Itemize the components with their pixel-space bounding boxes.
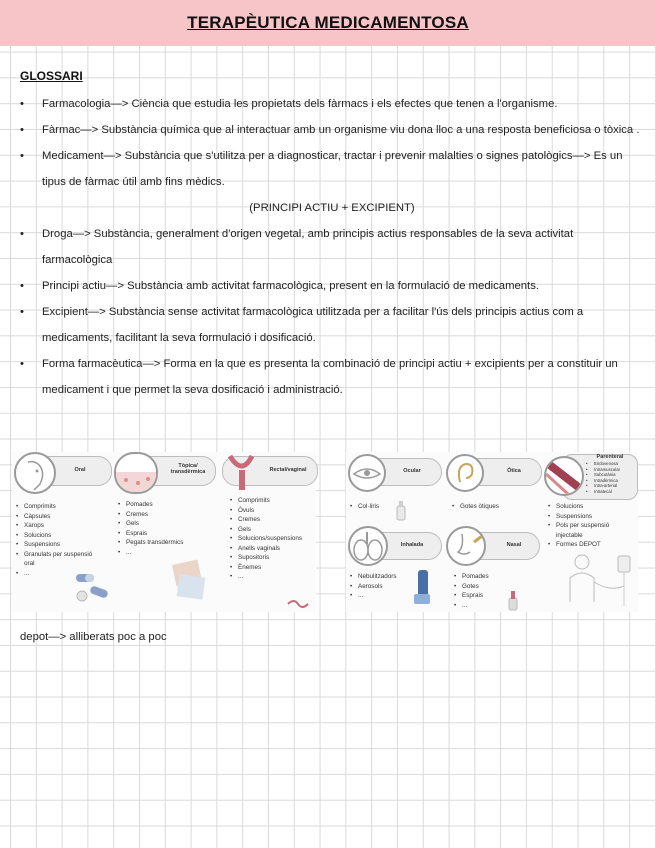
list-item: • ... (454, 601, 514, 611)
lungs-icon (348, 526, 388, 566)
page-title: TERAPÈUTICA MEDICAMENTOSA (187, 13, 469, 32)
nasal-spray-icon (506, 590, 520, 612)
route-oral-list (16, 502, 96, 578)
glossary-heading: GLOSSARI (20, 69, 83, 83)
route-oral (12, 452, 112, 612)
face-icon (14, 452, 56, 494)
glossary-item: • Farmacologia—> Ciència que estudia les propietats dels fàrmacs i els efectes que tenen a l'organisme. (20, 91, 644, 117)
route-label: Nasal (506, 542, 522, 548)
list-item: • Cremes (118, 510, 214, 520)
glossary-list (20, 91, 644, 403)
route-label: Rectal/vaginal (269, 467, 307, 473)
list-item: • Gotes òtiques (452, 502, 540, 512)
list-item: • Solucions (16, 531, 96, 541)
list-item: • Subcutània (586, 472, 636, 478)
glossary-item: • Excipient—> Substància sense activitat farmacològica utilitzada per a facilitar l'ús dels principis actius com a medicaments, facilitant la seva formulació i dosificació. (20, 299, 644, 351)
pelvis-icon (222, 452, 262, 492)
route-rectal-vaginal (216, 452, 316, 612)
title-bar (0, 0, 656, 46)
list-item: • Cremes (230, 515, 316, 525)
patches-icon (170, 556, 210, 602)
list-item: • Pomades (118, 500, 214, 510)
list-item: • Endovenosa (586, 461, 636, 467)
list-item: • Col·liris (350, 502, 410, 512)
route-label: Ocular (403, 468, 421, 474)
list-item: • Intramuscular (586, 467, 636, 473)
route-otica-list (452, 502, 540, 512)
iv-patient-icon (560, 552, 636, 608)
list-item: • Esprais (118, 529, 214, 539)
injection-icon (544, 456, 584, 496)
list-item: • Intra-arterial (586, 483, 636, 489)
glossary-item: • Droga—> Substància, generalment d'origen vegetal, amb principis actius responsables de la seva activitat farmacològica (20, 221, 644, 273)
list-item: • Esprais (454, 591, 514, 601)
list-item: • Formes DEPOT (548, 540, 636, 550)
list-item: • Anells vaginals (230, 544, 316, 554)
list-item: • Suspensions (548, 512, 636, 522)
list-item: • Granulats per suspensió oral (16, 550, 96, 569)
route-label: Parenteral (596, 454, 624, 460)
glossary-item: • Principi actiu—> Substància amb activitat farmacològica, present en la formulació de medicaments. (20, 273, 644, 299)
list-item: • Supositoris (230, 553, 316, 563)
route-label: Oral (74, 467, 86, 473)
suppository-icon (286, 598, 312, 610)
route-nasal-list (454, 572, 514, 610)
list-item: • Gotes (454, 582, 514, 592)
depot-note: depot—> alliberats poc a poc (20, 631, 167, 643)
route-otica (444, 452, 542, 532)
capsules-icon (74, 570, 114, 606)
route-label: Tòpica/ transdèrmica (170, 463, 206, 475)
list-item: • Gels (118, 519, 214, 529)
route-ocular (346, 452, 444, 532)
list-item: • ... (118, 548, 214, 558)
list-item: • Aerosols (350, 582, 420, 592)
route-parenteral (542, 452, 638, 612)
list-item: • Comprimits (230, 496, 316, 506)
route-nasal (444, 524, 542, 612)
list-item: • ... (230, 572, 316, 582)
route-topical-list (118, 500, 214, 557)
list-item: • Pols per suspensió injectable (548, 521, 636, 540)
list-item: • Gels (230, 525, 316, 535)
formula-note: (PRINCIPI ACTIU + EXCIPIENT) (249, 202, 415, 214)
list-item: • Solucions/suspensions (230, 534, 316, 544)
list-item: • ... (16, 569, 96, 579)
route-rectal-list (230, 496, 316, 582)
list-item: • Suspensions (16, 540, 96, 550)
skin-icon (114, 452, 158, 494)
route-topical (112, 452, 216, 612)
ear-icon (446, 454, 484, 492)
glossary-item: • Forma farmacèutica—> Forma en la que es presenta la combinació de principi actiu + excipients per a constituir un medicament i que permet la seva dosificació i administració. (20, 351, 644, 403)
parenteral-subroutes-list (586, 461, 636, 494)
administration-routes-figure-right (346, 452, 638, 612)
list-item: • Pegats transdèrmics (118, 538, 214, 548)
list-item: • Pomades (454, 572, 514, 582)
glossary-item: • Fàrmac—> Substància química que al interactuar amb un organisme viu dona lloc a una resposta beneficiosa o tòxica . (20, 117, 644, 143)
list-item: • Càpsules (16, 512, 96, 522)
list-item: • Nebulitzadors (350, 572, 420, 582)
list-item: • Solucions (548, 502, 636, 512)
eye-icon (348, 454, 386, 492)
glossary-item: • Medicament—> Substància que s'utilitza per a diagnosticar, tractar i prevenir malalties o signes patològics—> Es un tipus de fàrmac útil amb fins mèdics. (20, 143, 644, 195)
list-item: • ... (350, 591, 420, 601)
route-label: Inhalada (400, 542, 424, 548)
inhaler-icon (410, 568, 436, 608)
list-item: • Xarops (16, 521, 96, 531)
list-item: • Intratecal (586, 489, 636, 495)
list-item: • Intradèrmica (586, 478, 636, 484)
route-inhalada (346, 524, 444, 612)
route-parenteral-list (548, 502, 636, 550)
nose-icon (446, 526, 486, 566)
list-item: • Òvuls (230, 506, 316, 516)
administration-routes-figure-left (12, 452, 316, 612)
list-item: • Comprimits (16, 502, 96, 512)
route-label: Òtica (507, 468, 521, 474)
eye-drops-icon (394, 500, 408, 522)
list-item: • Ènemes (230, 563, 316, 573)
